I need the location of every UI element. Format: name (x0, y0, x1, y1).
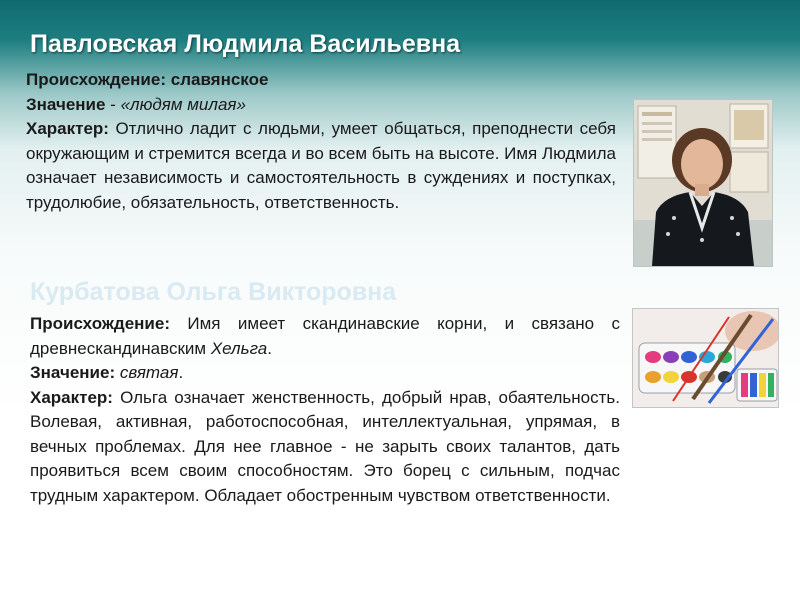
meaning-line (30, 361, 620, 386)
section-title: Курбатова Ольга Викторовна (30, 278, 397, 306)
character-label: Характер: (30, 387, 113, 407)
meaning-value: «людям милая» (120, 94, 246, 114)
meaning-value: святая (119, 363, 179, 382)
origin-italic: Хельга (210, 338, 268, 358)
paint-palette-photo (632, 308, 779, 408)
meaning-line (26, 93, 616, 118)
origin-value: славянское (170, 70, 269, 89)
origin-label: Происхождение: (30, 314, 170, 333)
character-paragraph (26, 117, 616, 215)
character-text: Отлично ладит с людьми, умеет общаться, преподнести себя окружающим и стремится всегда и во всем быть на высоте. Имя Людмила означает независимость и самостоятельность в суждениях и поступках, трудолюбие, обязательность, ответственность. (26, 119, 616, 212)
paint-palette-icon (633, 309, 778, 407)
origin-line (26, 68, 616, 93)
origin-paragraph (30, 312, 620, 361)
meaning-label: Значение (26, 94, 106, 114)
origin-end: . (267, 338, 272, 358)
person1-info (26, 68, 616, 215)
origin-text: Имя имеет скандинавские корни, и связано с древнескандинавским (30, 314, 620, 358)
character-label: Характер: (26, 119, 109, 138)
meaning-label: Значение: (30, 363, 116, 382)
character-text: Ольга означает женственность, добрый нрав, обаятельность. Волевая, активная, работоспособная, интеллектуальная, упрямая, в вечных проблемах. Для нее главное - не зарыть своих талантов, дать проявиться всем своим способностям. Это борец с сильным, подчас трудным характером. Обладает обостренным чувством ответственности. (30, 387, 620, 505)
meaning-end: . (178, 363, 184, 382)
character-paragraph (30, 386, 620, 509)
origin-label: Происхождение: (26, 70, 166, 89)
portrait-photo (633, 99, 773, 267)
woman-portrait-icon (634, 100, 772, 266)
person2-info (30, 312, 620, 508)
page-title: Павловская Людмила Васильевна (30, 30, 461, 58)
meaning-separator: - (105, 94, 121, 114)
